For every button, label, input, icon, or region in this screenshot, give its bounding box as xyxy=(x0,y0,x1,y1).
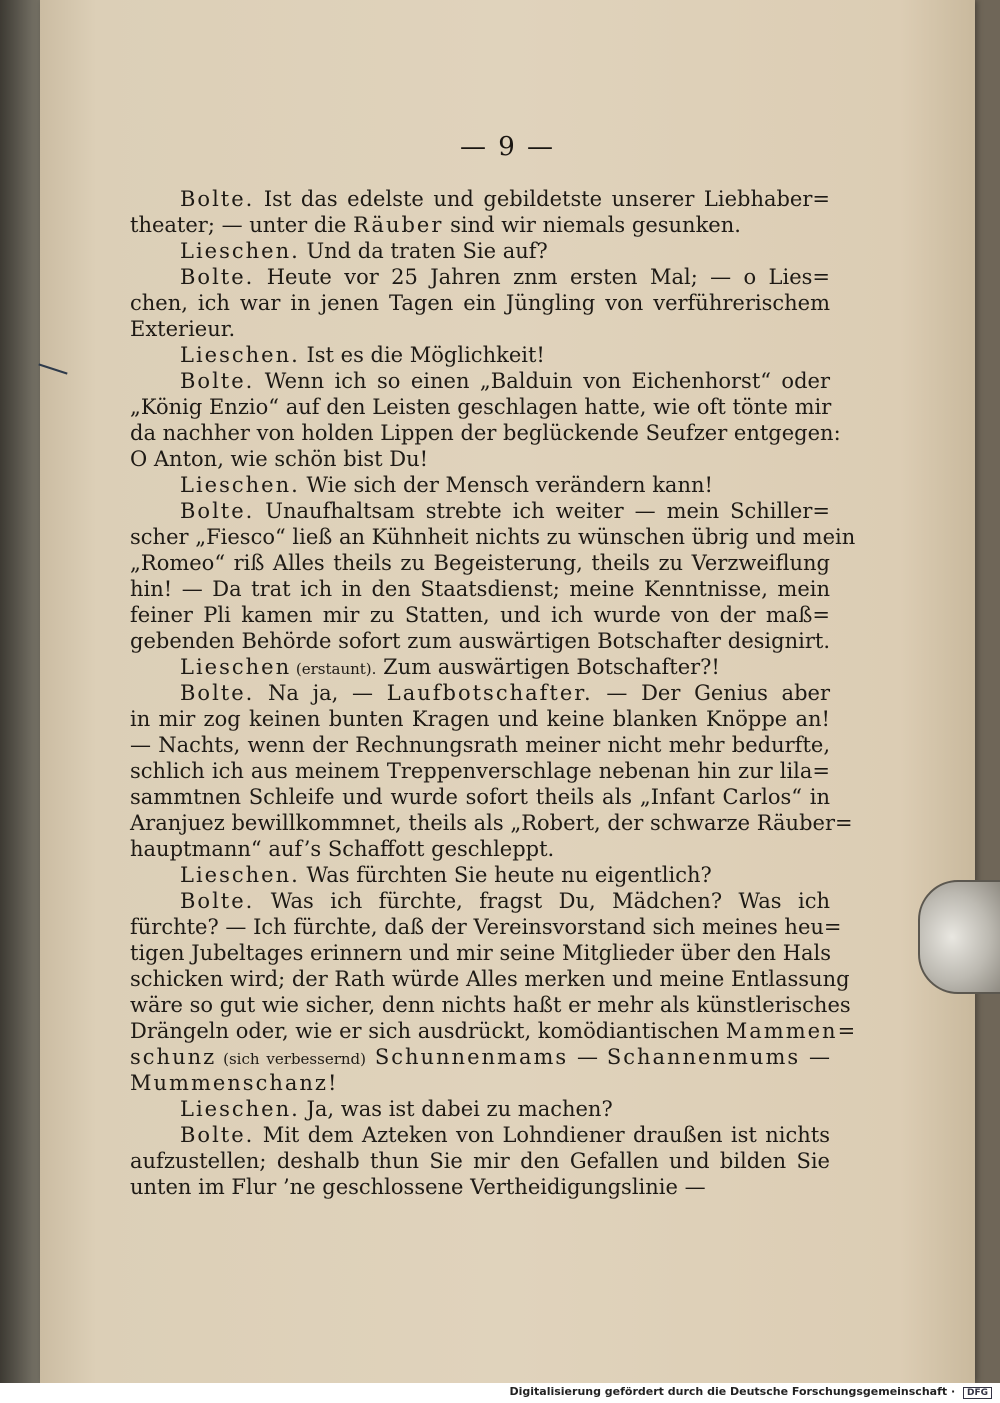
dfg-logo-icon: DFG xyxy=(963,1387,992,1399)
text-line xyxy=(130,602,830,628)
text-segment: Räuber xyxy=(353,213,444,237)
text-line xyxy=(130,238,830,264)
text-line xyxy=(130,628,830,654)
text-segment: Schunnenmams xyxy=(374,1045,569,1069)
text-line xyxy=(130,680,830,706)
text-segment: tigen Jubeltages erinnern und mir seine Mitglieder über den Hals xyxy=(130,941,832,965)
text-line xyxy=(130,368,830,394)
text-line xyxy=(130,576,830,602)
text-segment: Was ich fürchte, fragst Du, Mädchen? Was ich xyxy=(254,889,830,913)
text-line xyxy=(130,888,830,914)
text-segment: — Nachts, wenn der Rechnungsrath meiner nicht mehr bedurfte, xyxy=(130,733,830,757)
text-segment: hauptmann“ auf’s Schaffott geschleppt. xyxy=(130,837,555,861)
text-line xyxy=(130,472,830,498)
text-segment: Bolte. xyxy=(180,187,255,211)
text-segment: Na ja, — xyxy=(254,681,387,705)
text-segment: feiner Pli kamen mir zu Statten, und ich wurde von der maß= xyxy=(130,603,830,627)
text-segment: theater; — unter die xyxy=(130,213,354,237)
text-line xyxy=(130,524,856,550)
text-line xyxy=(130,1122,830,1148)
text-line xyxy=(130,732,830,758)
text-segment xyxy=(366,1045,375,1069)
text-segment: Ist das edelste und gebildetste unserer Liebhaber= xyxy=(254,187,830,211)
text-segment: „Romeo“ riß Alles theils zu Begeisterung, theils zu Verzweiflung xyxy=(130,551,830,575)
text-line xyxy=(130,290,830,316)
text-segment: Aranjuez bewillkommnet, theils als „Robert, der schwarze Räuber= xyxy=(130,811,853,835)
text-segment: Laufbotschafter. xyxy=(386,681,593,705)
text-segment: Was fürchten Sie heute nu eigentlich? xyxy=(299,863,712,887)
text-line xyxy=(130,1096,830,1122)
text-line xyxy=(130,810,853,836)
text-line xyxy=(130,498,830,524)
text-segment: schunz xyxy=(130,1045,217,1069)
text-segment: Unaufhaltsam strebte ich weiter — mein Schiller= xyxy=(254,499,830,523)
text-line xyxy=(130,914,842,940)
text-segment: O Anton, wie schön bist Du! xyxy=(130,447,429,471)
text-line xyxy=(130,940,830,966)
text-segment: aufzustellen; deshalb thun Sie mir den Gefallen und bilden Sie xyxy=(130,1149,830,1173)
text-line xyxy=(130,1148,830,1174)
text-segment: sammtnen Schleife und wurde sofort theils als „Infant Carlos“ in xyxy=(130,785,830,809)
text-line xyxy=(130,316,830,342)
book-page xyxy=(40,0,975,1383)
text-segment: Und da traten Sie auf? xyxy=(299,239,548,263)
text-line xyxy=(130,1070,830,1096)
text-segment: Ja, was ist dabei zu machen? xyxy=(299,1097,613,1121)
text-segment: schlich ich aus meinem Treppenverschlage nebenan hin zur lila= xyxy=(130,759,830,783)
text-segment: fürchte? — Ich fürchte, daß der Vereinsvorstand sich meines heu= xyxy=(130,915,842,939)
text-segment: — xyxy=(800,1045,830,1069)
text-line xyxy=(130,446,830,472)
text-line xyxy=(130,420,841,446)
text-segment: hin! — Da trat ich in den Staatsdienst; meine Kenntnisse, mein xyxy=(130,577,830,601)
text-segment: Mummenschanz! xyxy=(130,1071,339,1095)
text-segment: Mammen= xyxy=(725,1019,858,1043)
text-segment: Bolte. xyxy=(180,265,255,289)
text-line xyxy=(130,758,830,784)
text-segment: Mit dem Azteken von Lohndiener draußen ist nichts xyxy=(254,1123,830,1147)
text-line xyxy=(130,342,830,368)
footer-credit: Digitalisierung gefördert durch die Deutsche Forschungsgemeinschaft · xyxy=(509,1385,956,1398)
text-line xyxy=(130,1044,830,1070)
text-line xyxy=(130,706,830,732)
text-segment: Lieschen. xyxy=(180,343,300,367)
text-segment: (sich verbessernd) xyxy=(216,1050,366,1068)
text-line xyxy=(130,654,830,680)
footer-credit-container xyxy=(509,1385,992,1399)
text-segment: Bolte. xyxy=(180,369,255,393)
footer-bar xyxy=(0,1383,1000,1403)
text-segment: Lieschen. xyxy=(180,239,300,263)
text-line xyxy=(130,1174,830,1200)
text-line xyxy=(130,966,850,992)
text-segment: Bolte. xyxy=(180,681,255,705)
text-line xyxy=(130,836,830,862)
text-segment: scher „Fiesco“ ließ an Kühnheit nichts zu wünschen übrig und mein xyxy=(130,525,856,549)
text-line xyxy=(130,394,830,420)
text-line xyxy=(130,992,851,1018)
text-segment: gebenden Behörde sofort zum auswärtigen Botschafter designirt. xyxy=(130,629,830,653)
text-segment: Bolte. xyxy=(180,499,255,523)
text-segment: Wie sich der Mensch verändern kann! xyxy=(299,473,713,497)
text-segment: Bolte. xyxy=(180,889,255,913)
text-line xyxy=(130,1018,858,1044)
page-number: — 9 — xyxy=(459,132,556,162)
text-segment: „König Enzio“ auf den Leisten geschlagen hatte, wie oft tönte mir xyxy=(130,395,832,419)
text-segment: Lieschen. xyxy=(180,473,300,497)
text-segment: Lieschen. xyxy=(180,863,300,887)
text-segment: Lieschen xyxy=(180,655,292,679)
text-line xyxy=(130,550,830,576)
text-segment: Drängeln oder, wie er sich ausdrückt, komödiantischen xyxy=(130,1019,726,1043)
text-segment: Lieschen. xyxy=(180,1097,300,1121)
text-segment: Schannenmums xyxy=(606,1045,801,1069)
text-line xyxy=(130,784,830,810)
text-segment: Heute vor 25 Jahren znm ersten Mal; — o Lies= xyxy=(254,265,830,289)
text-segment: Exterieur. xyxy=(130,317,236,341)
text-segment: sind wir niemals gesunken. xyxy=(443,213,741,237)
text-line xyxy=(130,862,830,888)
text-segment: — xyxy=(568,1045,607,1069)
text-line xyxy=(130,212,830,238)
text-line xyxy=(130,264,830,290)
thumb-holding-page xyxy=(918,880,1000,994)
text-segment: in mir zog keinen bunten Kragen und keine blanken Knöppe an! xyxy=(130,707,830,731)
text-segment: Wenn ich so einen „Balduin von Eichenhorst“ oder xyxy=(254,369,830,393)
text-segment: Zum auswärtigen Botschafter?! xyxy=(376,655,720,679)
text-segment: Bolte. xyxy=(180,1123,255,1147)
text-segment: — Der Genius aber xyxy=(592,681,830,705)
text-segment: da nachher von holden Lippen der beglückende Seufzer entgegen: xyxy=(130,421,841,445)
text-line xyxy=(130,186,830,212)
text-segment: (erstaunt). xyxy=(291,660,377,678)
text-segment: wäre so gut wie sicher, denn nichts haßt er mehr als künstlerisches xyxy=(130,993,851,1017)
text-segment: unten im Flur ’ne geschlossene Vertheidigungslinie — xyxy=(130,1175,706,1199)
body-text xyxy=(130,186,858,1200)
text-segment: Ist es die Möglichkeit! xyxy=(299,343,545,367)
text-segment: schicken wird; der Rath würde Alles merken und meine Entlassung xyxy=(130,967,850,991)
text-segment: chen, ich war in jenen Tagen ein Jüngling von verführerischem xyxy=(130,291,830,315)
